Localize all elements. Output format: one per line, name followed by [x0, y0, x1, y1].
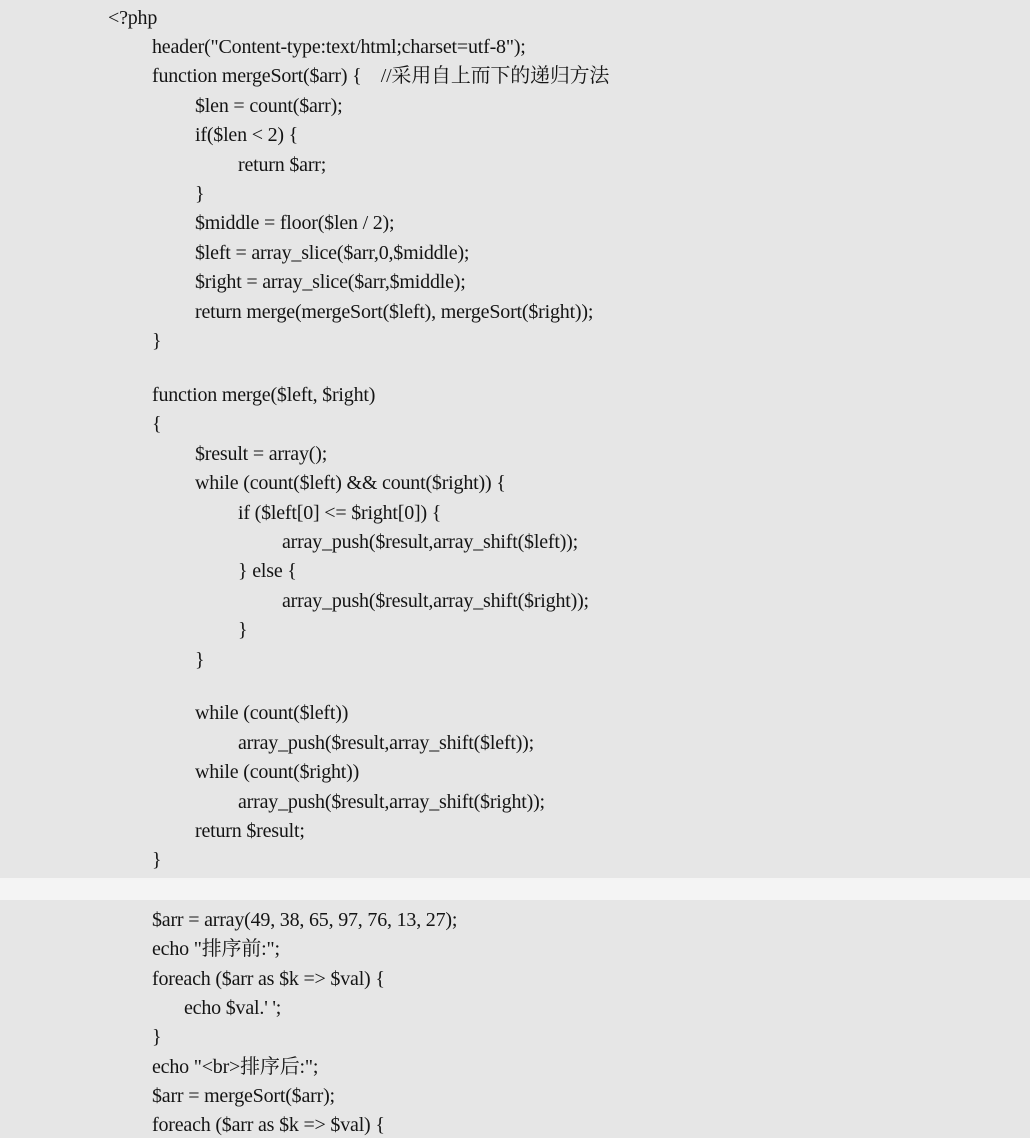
code-line-13: function merge($left, $right) [152, 384, 376, 406]
code-line-15: $result = array(); [195, 443, 328, 465]
code-line-11: return merge(mergeSort($left), mergeSort($right)); [195, 301, 594, 323]
code-line-1: <?php [108, 7, 158, 29]
code-line-36: foreach ($arr as $k => $val) { [152, 1114, 385, 1136]
code-line-29: $arr = array(49, 38, 65, 97, 76, 13, 27); [152, 909, 458, 931]
code-line-6: return $arr; [238, 154, 327, 176]
code-line-19: } else { [238, 560, 297, 582]
code-line-16: while (count($left) && count($right)) { [195, 472, 506, 494]
code-line-4: $len = count($arr); [195, 95, 343, 117]
code-line-7: } [195, 183, 205, 205]
code-line-12: } [152, 330, 162, 352]
code-line-26: array_push($result,array_shift($right)); [238, 791, 545, 813]
code-line-9: $left = array_slice($arr,0,$middle); [195, 242, 470, 264]
code-line-32: echo $val.' '; [184, 997, 282, 1019]
code-line-8: $middle = floor($len / 2); [195, 212, 395, 234]
code-line-17: if ($left[0] <= $right[0]) { [238, 502, 442, 524]
code-line-22: } [195, 649, 205, 671]
code-line-18: array_push($result,array_shift($left)); [282, 531, 578, 553]
code-line-34: echo "<br>排序后:"; [152, 1056, 319, 1078]
code-line-14: { [152, 413, 162, 435]
code-line-3: function mergeSort($arr) { //采用自上而下的递归方法 [152, 65, 610, 87]
code-line-20: array_push($result,array_shift($right)); [282, 590, 589, 612]
code-line-35: $arr = mergeSort($arr); [152, 1085, 335, 1107]
code-line-21: } [238, 619, 248, 641]
code-line-5: if($len < 2) { [195, 124, 299, 146]
code-line-30: echo "排序前:"; [152, 938, 280, 960]
code-line-25: while (count($right)) [195, 761, 360, 783]
code-line-31: foreach ($arr as $k => $val) { [152, 968, 385, 990]
code-line-23: while (count($left)) [195, 702, 349, 724]
section-divider [0, 878, 1030, 900]
code-line-33: } [152, 1026, 162, 1048]
code-line-28: } [152, 849, 162, 871]
code-line-2: header("Content-type:text/html;charset=utf-8"); [152, 36, 526, 58]
code-line-24: array_push($result,array_shift($left)); [238, 732, 534, 754]
code-line-10: $right = array_slice($arr,$middle); [195, 271, 466, 293]
code-line-27: return $result; [195, 820, 305, 842]
